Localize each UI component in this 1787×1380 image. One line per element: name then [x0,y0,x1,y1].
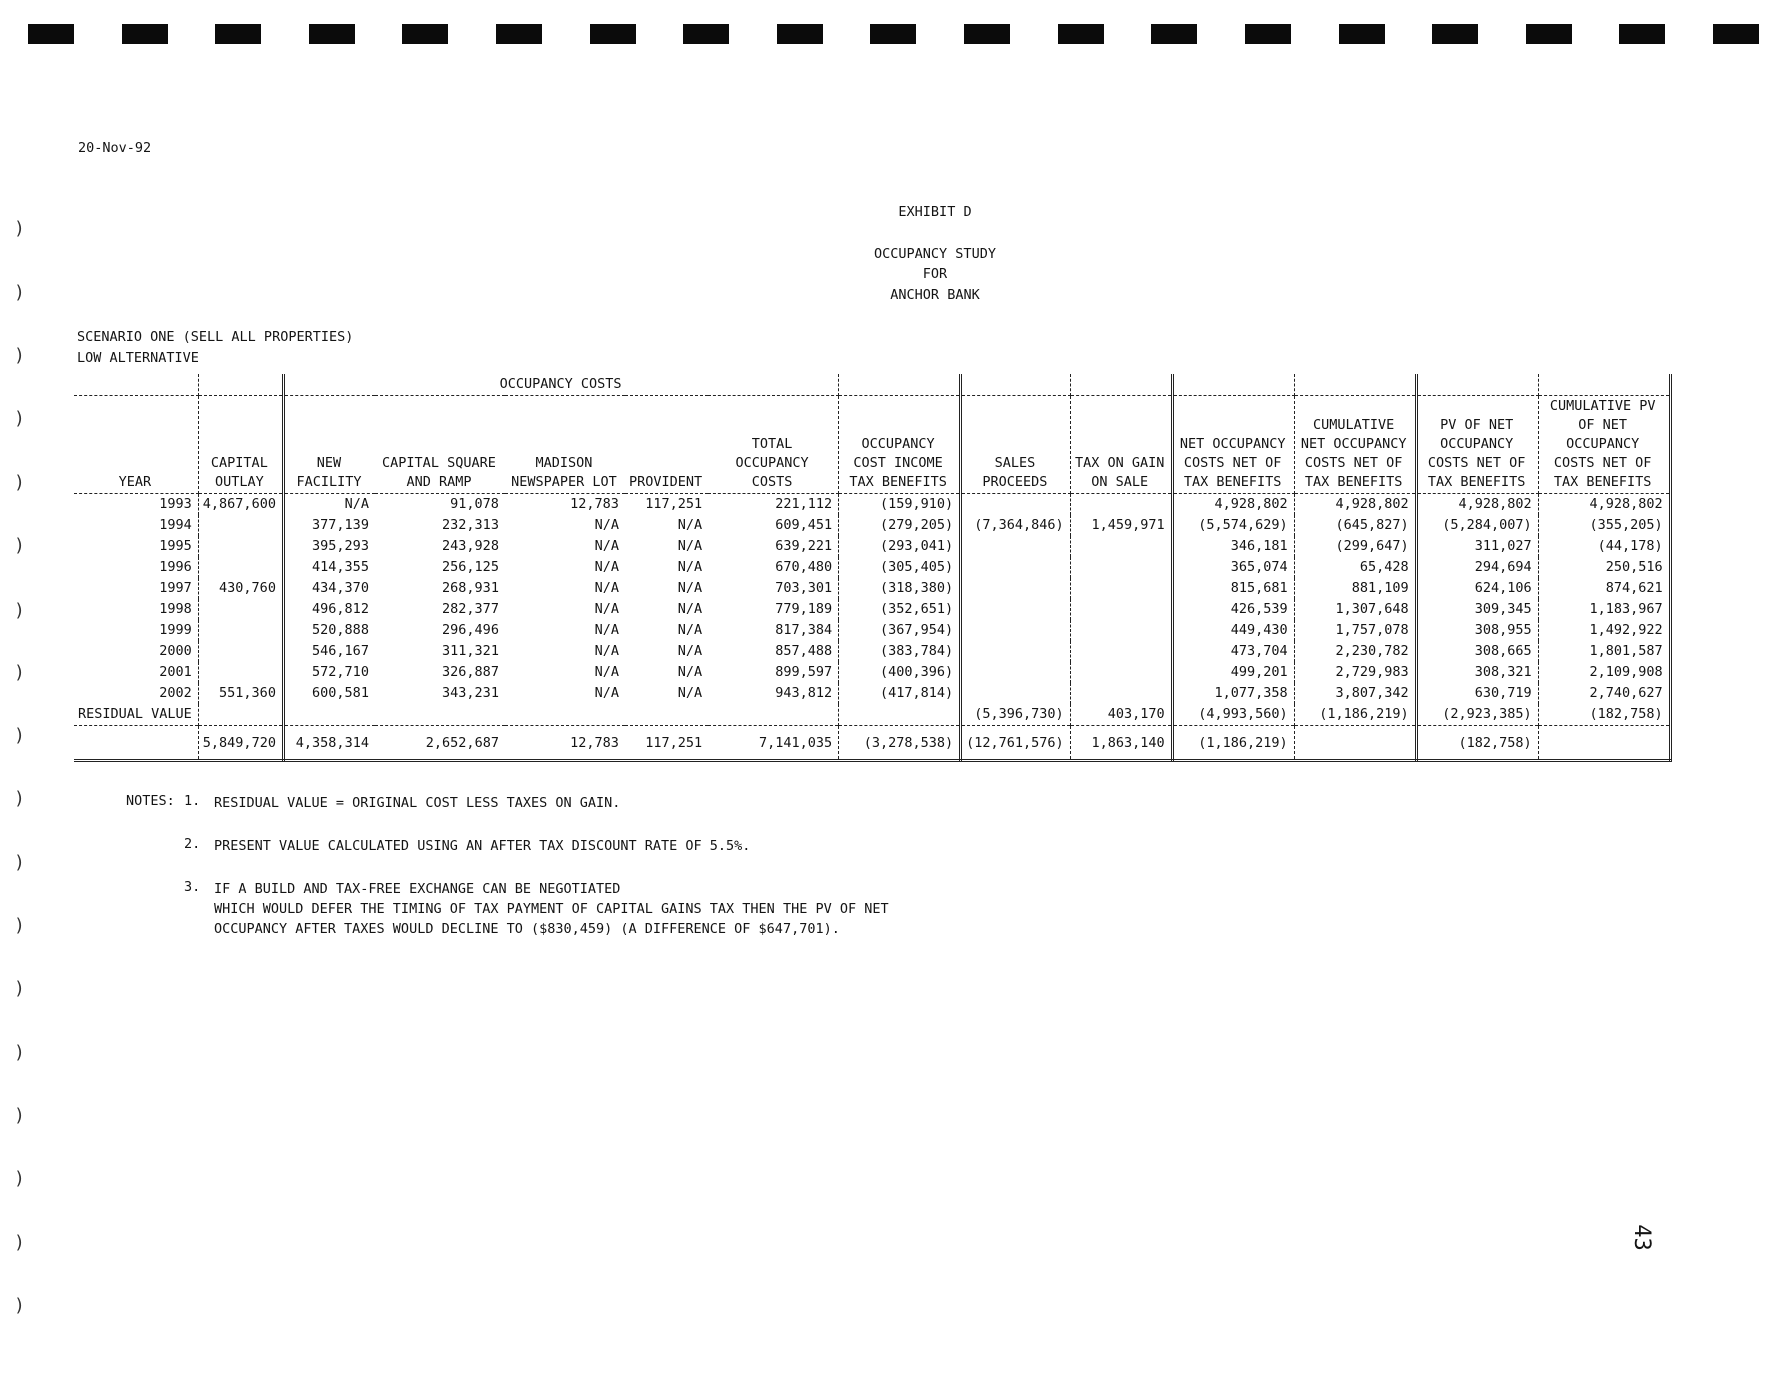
table-row: 1997 430,760 434,370 268,931 N/A N/A 703,301 (318,380) 815,681 881,109 624,106 874,621 [74,578,1670,599]
table-row: 1994 377,139 232,313 N/A N/A 609,451 (279,205) (7,364,846) 1,459,971 (5,574,629) (645,827) (5,284,007) (355,205) [74,515,1670,536]
scenario-label: SCENARIO ONE (SELL ALL PROPERTIES) [77,329,354,345]
title-line-2: FOR [922,266,948,282]
note-1: RESIDUAL VALUE = ORIGINAL COST LESS TAXES ON GAIN. [214,795,621,811]
col-header: TOTAL OCCUPANCY COSTS [708,396,839,494]
col-header: CAPITAL OUTLAY [198,396,283,494]
col-header: PROVIDENT [625,396,708,494]
col-header: NEW FACILITY [283,396,375,494]
table-row: 2002 551,360 600,581 343,231 N/A N/A 943,812 (417,814) 1,077,358 3,807,342 630,719 2,740,627 [74,683,1670,704]
occupancy-costs-group-header: OCCUPANCY COSTS [283,374,838,396]
tractor-feed-perforation [28,24,1759,44]
exhibit-label: EXHIBIT D [898,204,972,220]
table-row: 1995 395,293 243,928 N/A N/A 639,221 (293,041) 346,181 (299,647) 311,027 (44,178) [74,536,1670,557]
col-header: CUMULATIVE PV OF NET OCCUPANCY COSTS NET OF TAX BENEFITS [1538,396,1670,494]
table-row: 1993 4,867,600 N/A 91,078 12,783 117,251 221,112 (159,910) 4,928,802 4,928,802 4,928,802 4,928,802 [74,494,1670,516]
note-3: IF A BUILD AND TAX-FREE EXCHANGE CAN BE NEGOTIATED WHICH WOULD DEFER THE TIMING OF TAX PAYMENT OF CAPITAL GAINS TAX THEN THE PV OF NET OCCUPANCY AFTER TAXES WOULD DECLINE TO ($830,459) (A DIFFERENCE OF $647,701). [214,881,889,937]
table-row: 1999 520,888 296,496 N/A N/A 817,384 (367,954) 449,430 1,757,078 308,955 1,492,922 [74,620,1670,641]
col-header: NET OCCUPANCY COSTS NET OF TAX BENEFITS [1172,396,1294,494]
report-date: 20-Nov-92 [78,140,152,156]
table-row: 1998 496,812 282,377 N/A N/A 779,189 (352,651) 426,539 1,307,648 309,345 1,183,967 [74,599,1670,620]
col-header: CAPITAL SQUARE AND RAMP [375,396,505,494]
title-line-3: ANCHOR BANK [890,287,980,303]
col-header: MADISON NEWSPAPER LOT [505,396,625,494]
page-number: 43 [1628,1224,1654,1251]
totals-row: 5,849,720 4,358,314 2,652,687 12,783 117,251 7,141,035 (3,278,538) (12,761,576) 1,863,140 (1,186,219) (182,758) [74,726,1670,761]
notes-section: NOTES: 1. RESIDUAL VALUE = ORIGINAL COST LESS TAXES ON GAIN. 2. PRESENT VALUE CALCULATED USING AN AFTER TAX DISCOUNT RATE OF 5.5%. 3. IF A BUILD AND TAX-FREE EXCHANGE CAN BE NEGOTIATED WHICH WOULD DEFER THE TIMING OF TAX PAYMENT OF CAPITAL GAINS TAX THEN THE PV OF NET OCCUPANCY AFTER TAXES WOULD DECLINE TO ($830,459) (A DIFFERENCE OF $647,701). [126,793,889,937]
col-header: TAX ON GAIN ON SALE [1070,396,1172,494]
col-header: SALES PROCEEDS [961,396,1071,494]
table-row: 2001 572,710 326,887 N/A N/A 899,597 (400,396) 499,201 2,729,983 308,321 2,109,908 [74,662,1670,683]
col-header: OCCUPANCY COST INCOME TAX BENEFITS [839,396,961,494]
table-row: 2000 546,167 311,321 N/A N/A 857,488 (383,784) 473,704 2,230,782 308,665 1,801,587 [74,641,1670,662]
col-header: PV OF NET OCCUPANCY COSTS NET OF TAX BENEFITS [1416,396,1538,494]
col-header: YEAR [74,396,198,494]
occupancy-study-table [74,374,1672,762]
residual-value-row: RESIDUAL VALUE (5,396,730) 403,170 (4,993,560) (1,186,219) (2,923,385) (182,758) [74,704,1670,726]
title-line-1: OCCUPANCY STUDY [874,246,996,262]
note-2: PRESENT VALUE CALCULATED USING AN AFTER TAX DISCOUNT RATE OF 5.5%. [214,838,751,854]
notes-label: NOTES: [126,793,175,809]
alternative-label: LOW ALTERNATIVE [77,350,199,366]
col-header: CUMULATIVE NET OCCUPANCY COSTS NET OF TAX BENEFITS [1294,396,1416,494]
table-row: 1996 414,355 256,125 N/A N/A 670,480 (305,405) 365,074 65,428 294,694 250,516 [74,557,1670,578]
